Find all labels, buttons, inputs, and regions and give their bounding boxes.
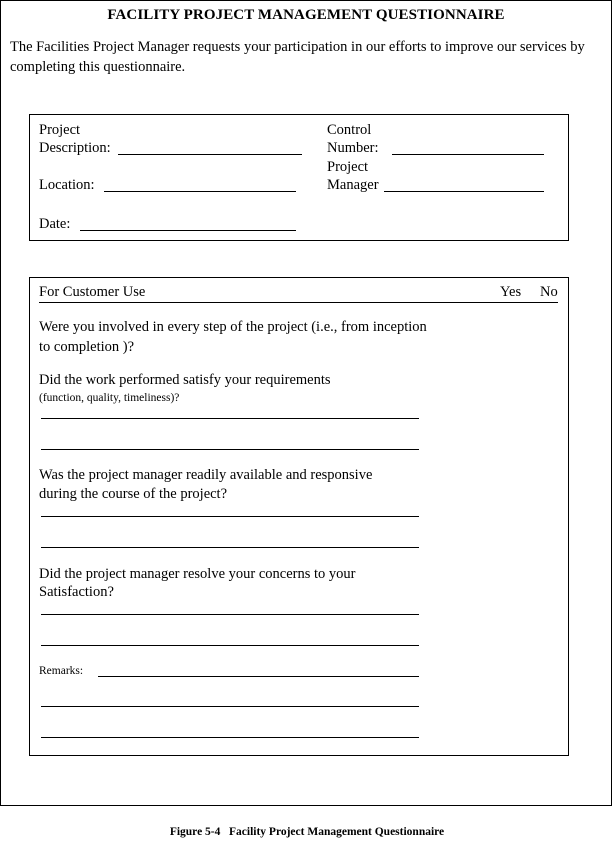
no-column-header: No bbox=[540, 284, 558, 300]
question-4-answer-line-1[interactable] bbox=[41, 614, 419, 615]
question-3-answer-line-2[interactable] bbox=[41, 547, 419, 548]
remarks-field-line-2[interactable] bbox=[41, 706, 419, 707]
header-underline bbox=[39, 302, 558, 303]
intro-text: The Facilities Project Manager requests your participation in our efforts to improve our services by completing this questionnaire. bbox=[10, 39, 585, 75]
question-2-answer-line-1[interactable] bbox=[41, 418, 419, 419]
question-3-line-2: during the course of the project? bbox=[39, 486, 228, 502]
question-1-line-1: Were you involved in every step of the project (i.e., from inception bbox=[39, 319, 427, 335]
project-description-field[interactable] bbox=[118, 154, 302, 155]
project-manager-label-2: Manager bbox=[327, 177, 379, 193]
remarks-field-line-1[interactable] bbox=[98, 676, 419, 677]
question-3-answer-line-1[interactable] bbox=[41, 516, 419, 517]
remarks-field-line-3[interactable] bbox=[41, 737, 419, 738]
location-label: Location: bbox=[39, 177, 95, 193]
figure-caption: Figure 5-4 Facility Project Management Questionnaire bbox=[169, 826, 445, 838]
date-label: Date: bbox=[39, 216, 71, 232]
form-title: FACILITY PROJECT MANAGEMENT QUESTIONNAIRE bbox=[107, 7, 505, 23]
project-manager-label-1: Project bbox=[327, 159, 369, 175]
question-2-line-1: Did the work performed satisfy your requirements bbox=[39, 372, 331, 388]
question-3-line-1: Was the project manager readily available and responsive bbox=[39, 467, 373, 483]
control-number-label-1: Control bbox=[327, 122, 372, 138]
location-field[interactable] bbox=[104, 191, 296, 192]
project-manager-field[interactable] bbox=[384, 191, 544, 192]
question-4-line-1: Did the project manager resolve your concerns to your bbox=[39, 566, 356, 582]
customer-use-header: For Customer Use bbox=[39, 284, 146, 300]
project-info-box bbox=[29, 114, 569, 241]
date-field[interactable] bbox=[80, 230, 296, 231]
question-1-line-2: to completion )? bbox=[39, 339, 135, 355]
question-4-line-2: Satisfaction? bbox=[39, 584, 114, 600]
question-4-answer-line-2[interactable] bbox=[41, 645, 419, 646]
project-description-label-2: Description: bbox=[39, 140, 111, 156]
control-number-label-2: Number: bbox=[327, 140, 379, 156]
remarks-label: Remarks: bbox=[39, 665, 84, 677]
project-description-label-1: Project bbox=[39, 122, 81, 138]
question-2-line-2: (function, quality, timeliness)? bbox=[39, 392, 180, 404]
control-number-field[interactable] bbox=[392, 154, 544, 155]
yes-column-header: Yes bbox=[500, 284, 522, 300]
question-2-answer-line-2[interactable] bbox=[41, 449, 419, 450]
